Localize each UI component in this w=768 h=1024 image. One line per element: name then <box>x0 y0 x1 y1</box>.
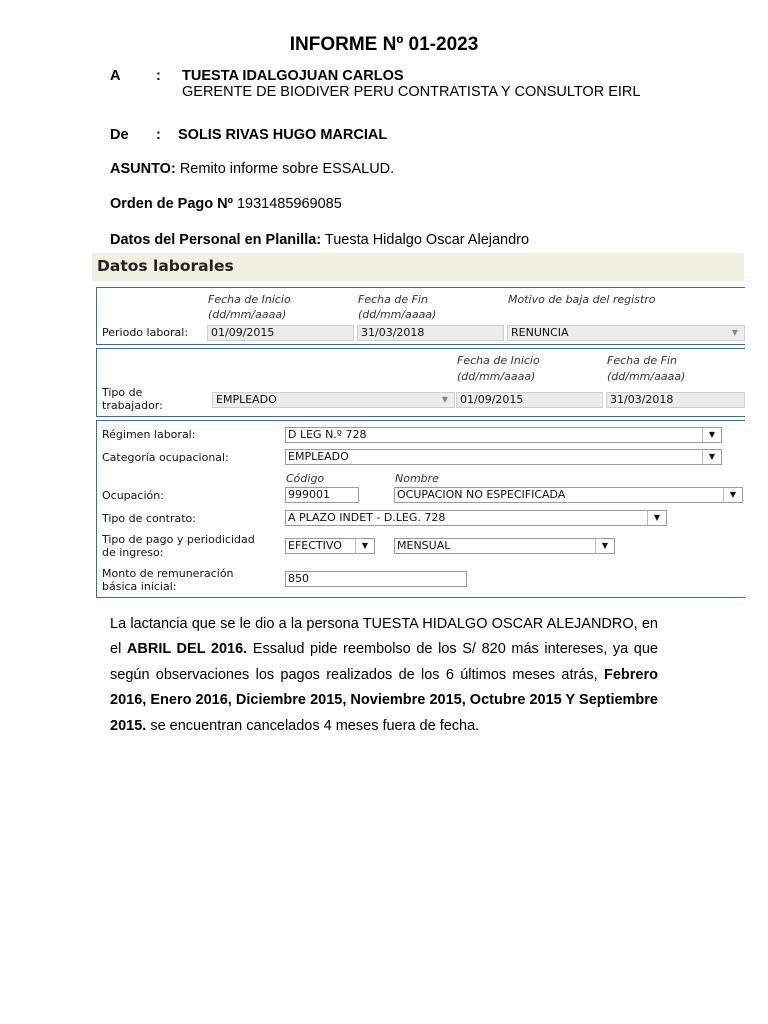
motivo-baja-value: RENUNCIA <box>511 326 569 339</box>
tipo-trabajador-label-2: trabajador: <box>102 399 163 412</box>
chevron-down-icon: ▼ <box>702 428 721 442</box>
order-value: 1931485969085 <box>232 196 342 212</box>
chevron-down-icon: ▼ <box>731 328 739 337</box>
periodo-fin-field[interactable]: 31/03/2018 <box>357 325 504 341</box>
paragraph-date: ABRIL DEL 2016. <box>126 641 248 658</box>
periodo-fin-format: (dd/mm/aaaa) <box>358 308 437 321</box>
nombre-header: Nombre <box>395 472 439 485</box>
report-paragraph <box>110 612 658 739</box>
subject-label: ASUNTO: <box>110 161 176 177</box>
paragraph-part-1: La lactancia que se le dio a la persona TUESTA HIDALGO OSCAR ALEJANDRO, en el <box>110 616 658 658</box>
contrato-select[interactable] <box>285 510 667 526</box>
order-label: Orden de Pago Nº <box>110 196 233 212</box>
monto-label-1: Monto de remuneración <box>102 567 234 580</box>
ocupacion-codigo-input[interactable]: 999001 <box>285 487 359 503</box>
datos-laborales-header <box>92 253 744 281</box>
to-label: A <box>110 68 121 84</box>
chevron-down-icon: ▼ <box>441 395 449 404</box>
pago-label-2: de ingreso: <box>102 546 164 559</box>
pago-label-1: Tipo de pago y periodicidad <box>102 533 255 546</box>
tipo-fin-header: Fecha de Fin <box>607 354 677 367</box>
tipo-trabajador-value: EMPLEADO <box>216 393 277 406</box>
periodo-fin-header: Fecha de Fin <box>358 293 428 306</box>
tipo-inicio-field[interactable]: 01/09/2015 <box>456 392 603 408</box>
staff-label: Datos del Personal en Planilla: <box>110 232 322 248</box>
tipo-fin-format: (dd/mm/aaaa) <box>607 370 686 383</box>
staff-line <box>110 232 529 248</box>
subject-text: Remito informe sobre ESSALUD. <box>175 161 395 177</box>
periodo-inicio-field[interactable]: 01/09/2015 <box>207 325 354 341</box>
pago-periodicidad-select[interactable] <box>394 538 615 554</box>
document-title: INFORME Nº 01-2023 <box>289 34 479 55</box>
pago-tipo-value: EFECTIVO <box>288 539 342 552</box>
from-name: SOLIS RIVAS HUGO MARCIAL <box>178 127 388 143</box>
pago-periodicidad-value: MENSUAL <box>397 539 451 552</box>
categoria-select[interactable] <box>285 449 722 465</box>
monto-input[interactable]: 850 <box>285 571 467 587</box>
pago-tipo-select[interactable] <box>285 538 375 554</box>
paragraph-months: Febrero 2016, Enero 2016, Diciembre 2015, Noviembre 2015, Octubre 2015 Y Septiembre 2015. <box>110 666 658 734</box>
chevron-down-icon: ▼ <box>723 488 742 502</box>
categoria-value: EMPLEADO <box>288 450 349 463</box>
contrato-value: A PLAZO INDET - D.LEG. 728 <box>288 511 446 524</box>
periodo-inicio-format: (dd/mm/aaaa) <box>208 308 287 321</box>
from-label: De <box>110 127 129 143</box>
regimen-label: Régimen laboral: <box>102 428 196 441</box>
from-colon: : <box>156 127 161 143</box>
to-name: TUESTA IDALGOJUAN CARLOS <box>182 68 404 84</box>
chevron-down-icon: ▼ <box>595 539 614 553</box>
paragraph-part-3: Essalud pide reembolso de los S/ 820 más intereses, ya que según observaciones los pagos realizados de los 6 últimos meses atrás, <box>110 641 658 683</box>
to-position: GERENTE DE BIODIVER PERU CONTRATISTA Y CONSULTOR EIRL <box>182 84 641 100</box>
periodo-motivo-header: Motivo de baja del registro <box>508 293 656 306</box>
monto-label-2: básica inicial: <box>102 580 177 593</box>
tipo-inicio-header: Fecha de Inicio <box>457 354 540 367</box>
contrato-label: Tipo de contrato: <box>102 512 196 525</box>
staff-value: Tuesta Hidalgo Oscar Alejandro <box>321 232 530 248</box>
regimen-value: D LEG N.º 728 <box>288 428 367 441</box>
regimen-select[interactable] <box>285 427 722 443</box>
chevron-down-icon: ▼ <box>647 511 666 525</box>
to-colon: : <box>156 68 161 84</box>
periodo-inicio-header: Fecha de Inicio <box>208 293 291 306</box>
ocupacion-label: Ocupación: <box>102 489 164 502</box>
order-line <box>110 196 342 212</box>
chevron-down-icon: ▼ <box>702 450 721 464</box>
tipo-trabajador-select[interactable] <box>212 392 455 408</box>
ocupacion-nombre-value: OCUPACION NO ESPECIFICADA <box>397 488 566 501</box>
periodo-laboral-label: Periodo laboral: <box>102 326 189 339</box>
datos-laborales-title: Datos laborales <box>97 257 234 275</box>
subject-line <box>110 161 394 177</box>
codigo-header: Código <box>286 472 325 485</box>
ocupacion-nombre-select[interactable] <box>394 487 743 503</box>
chevron-down-icon: ▼ <box>355 539 374 553</box>
motivo-baja-select[interactable] <box>507 325 745 341</box>
tipo-trabajador-label-1: Tipo de <box>102 386 143 399</box>
paragraph-part-5: se encuentran cancelados 4 meses fuera de fecha. <box>146 717 480 734</box>
tipo-inicio-format: (dd/mm/aaaa) <box>457 370 536 383</box>
categoria-label: Categoría ocupacional: <box>102 451 229 464</box>
tipo-fin-field[interactable]: 31/03/2018 <box>606 392 745 408</box>
